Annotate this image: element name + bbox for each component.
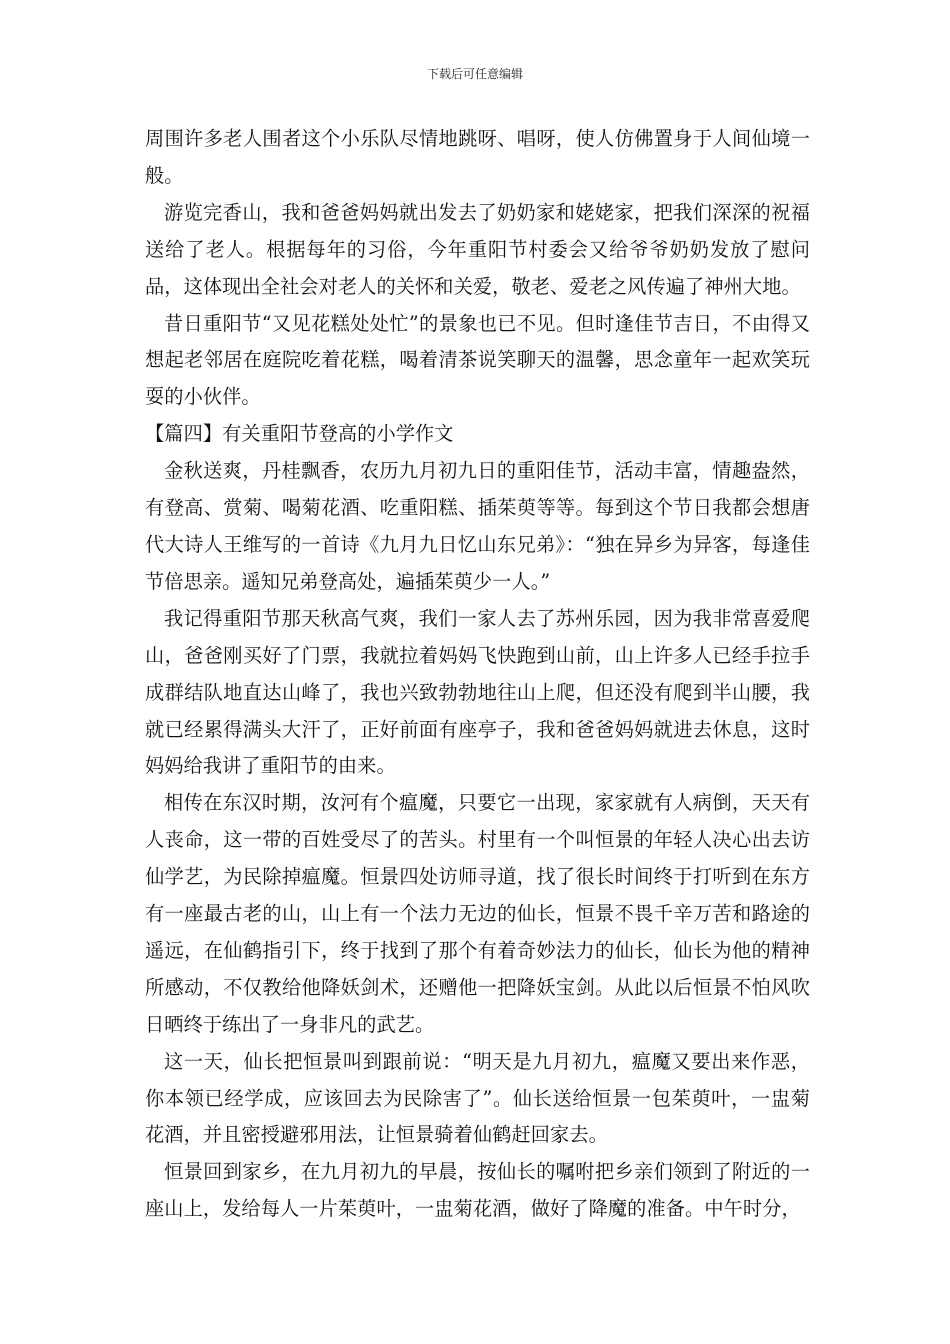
paragraph-1: 周围许多老人围者这个小乐队尽情地跳呀、唱呀，使人仿佛置身于人间仙境一般。	[145, 127, 810, 187]
page-header-note: 下载后可任意编辑	[426, 67, 523, 81]
paragraph-5: 我记得重阳节那天秋高气爽，我们一家人去了苏州乐园，因为我非常喜爱爬山，爸爸刚买好了门票，我就拉着妈妈飞快跑到山前，山上许多人已经手拉手成群结队地直达山峰了，我也兴致勃勃地往山上爬，但还没有爬到半山腰，我就已经累得满头大汗了，正好前面有座亭子，我和爸爸妈妈就进去休息，这时妈妈给我讲了重阳节的由来。	[145, 606, 810, 778]
paragraph-4: 金秋送爽，丹桂飘香，农历九月初九日的重阳佳节，活动丰富，情趣盎然，有登高、赏菊、喝菊花酒、吃重阳糕、插茱萸等等。每到这个节日我都会想唐代大诗人王维写的一首诗《九月九日忆山东兄弟》：“独在异乡为异客，每逢佳节倍思亲。遥知兄弟登高处，遍插茱萸少一人。”	[145, 459, 810, 593]
paragraph-7: 这一天，仙长把恒景叫到跟前说：“明天是九月初九，瘟魔又要出来作恶，你本领已经学成，应该回去为民除害了”。仙长送给恒景一包茱萸叶，一盅菊花酒，并且密授避邪用法，让恒景骑着仙鹤赶回家去。	[145, 1049, 810, 1147]
section-heading: 【篇四】有关重阳节登高的小学作文	[145, 422, 454, 446]
paragraph-8: 恒景回到家乡，在九月初九的早晨，按仙长的嘱咐把乡亲们领到了附近的一座山上，发给每人一片茱萸叶，一盅菊花酒，做好了降魔的准备。中午时分，	[145, 1160, 810, 1221]
document-body	[145, 121, 810, 1228]
paragraph-6: 相传在东汉时期，汝河有个瘟魔，只要它一出现，家家就有人病倒，天天有人丧命，这一带的百姓受尽了的苦头。村里有一个叫恒景的年轻人决心出去访仙学艺，为民除掉瘟魔。恒景四处访师寻道，找了很长时间终于打听到在东方有一座最古老的山，山上有一个法力无边的仙长，恒景不畏千辛万苦和路途的遥远，在仙鹤指引下，终于找到了那个有着奇妙法力的仙长，仙长为他的精神所感动，不仅教给他降妖剑术，还赠他一把降妖宝剑。从此以后恒景不怕风吹日晒终于练出了一身非凡的武艺。	[145, 791, 810, 1036]
paragraph-2: 游览完香山，我和爸爸妈妈就出发去了奶奶家和姥姥家，把我们深深的祝福送给了老人。根据每年的习俗，今年重阳节村委会又给爷爷奶奶发放了慰问品，这体现出全社会对老人的关怀和关爱，敬老、爱老之风传遍了神州大地。	[145, 200, 810, 298]
paragraph-3: 昔日重阳节“又见花糕处处忙”的景象也已不见。但时逢佳节吉日，不由得又想起老邻居在庭院吃着花糕，喝着清茶说笑聊天的温馨，思念童年一起欢笑玩耍的小伙伴。	[145, 311, 810, 409]
